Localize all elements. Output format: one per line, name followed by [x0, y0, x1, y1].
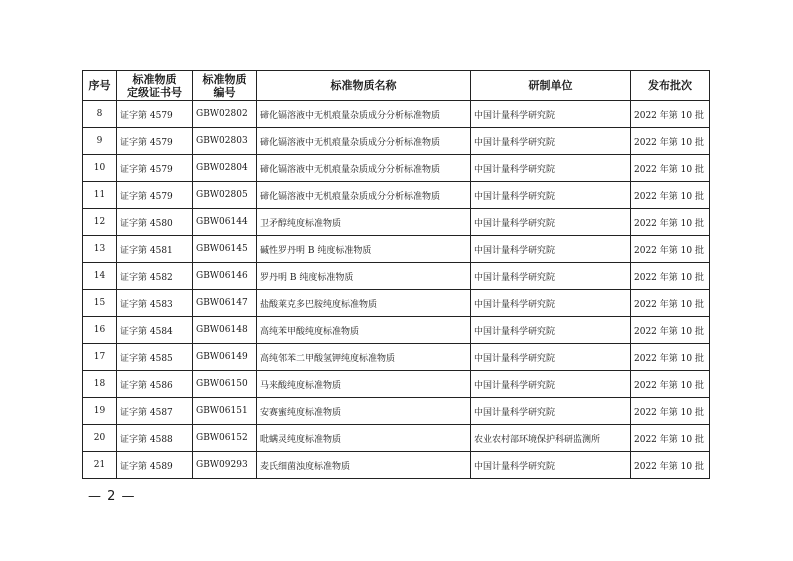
cell-name: 盐酸莱克多巴胺纯度标准物质 — [257, 290, 471, 317]
cell-no: 19 — [83, 398, 117, 425]
cell-batch: 2022 年第 10 批 — [631, 344, 710, 371]
cell-unit: 中国计量科学研究院 — [471, 317, 631, 344]
cell-no: 18 — [83, 371, 117, 398]
cell-code: GBW06144 — [193, 209, 257, 236]
cell-cert-number: 证字第 4585 — [117, 344, 193, 371]
cell-unit: 中国计量科学研究院 — [471, 236, 631, 263]
cell-code: GBW02803 — [193, 128, 257, 155]
table-header-row — [83, 71, 710, 101]
cell-cert-number: 证字第 4579 — [117, 128, 193, 155]
cell-batch: 2022 年第 10 批 — [631, 371, 710, 398]
cell-unit: 中国计量科学研究院 — [471, 398, 631, 425]
cell-no: 14 — [83, 263, 117, 290]
cell-no: 15 — [83, 290, 117, 317]
cell-batch: 2022 年第 10 批 — [631, 101, 710, 128]
cell-no: 8 — [83, 101, 117, 128]
cell-name: 碲化镉溶液中无机痕量杂质成分分析标准物质 — [257, 182, 471, 209]
cell-cert-number: 证字第 4581 — [117, 236, 193, 263]
cell-cert-number: 证字第 4586 — [117, 371, 193, 398]
cell-no: 16 — [83, 317, 117, 344]
header-cert-number — [117, 71, 193, 101]
cell-name: 安赛蜜纯度标准物质 — [257, 398, 471, 425]
cell-no: 11 — [83, 182, 117, 209]
cell-batch: 2022 年第 10 批 — [631, 398, 710, 425]
cell-cert-number: 证字第 4583 — [117, 290, 193, 317]
header-batch: 发布批次 — [631, 71, 710, 101]
cell-unit: 中国计量科学研究院 — [471, 290, 631, 317]
cell-code: GBW06150 — [193, 371, 257, 398]
header-code-line2: 编号 — [213, 85, 236, 99]
table-row — [83, 263, 710, 290]
cell-batch: 2022 年第 10 批 — [631, 209, 710, 236]
header-name: 标准物质名称 — [257, 71, 471, 101]
cell-cert-number: 证字第 4579 — [117, 101, 193, 128]
cell-code: GBW06146 — [193, 263, 257, 290]
cell-cert-number: 证字第 4580 — [117, 209, 193, 236]
cell-unit: 农业农村部环境保护科研监测所 — [471, 425, 631, 452]
cell-no: 10 — [83, 155, 117, 182]
cell-no: 20 — [83, 425, 117, 452]
table-row — [83, 236, 710, 263]
cell-cert-number: 证字第 4584 — [117, 317, 193, 344]
cell-batch: 2022 年第 10 批 — [631, 290, 710, 317]
header-no: 序号 — [83, 71, 117, 101]
cell-batch: 2022 年第 10 批 — [631, 182, 710, 209]
table-body — [83, 101, 710, 479]
cell-code: GBW06145 — [193, 236, 257, 263]
cell-code: GBW02804 — [193, 155, 257, 182]
cell-batch: 2022 年第 10 批 — [631, 155, 710, 182]
table-row — [83, 182, 710, 209]
cell-name: 吡螨灵纯度标准物质 — [257, 425, 471, 452]
cell-no: 17 — [83, 344, 117, 371]
cell-cert-number: 证字第 4588 — [117, 425, 193, 452]
table-row — [83, 398, 710, 425]
cell-unit: 中国计量科学研究院 — [471, 101, 631, 128]
cell-name: 高纯苯甲酸纯度标准物质 — [257, 317, 471, 344]
cell-unit: 中国计量科学研究院 — [471, 155, 631, 182]
cell-name: 碲化镉溶液中无机痕量杂质成分分析标准物质 — [257, 155, 471, 182]
cell-batch: 2022 年第 10 批 — [631, 128, 710, 155]
cell-no: 9 — [83, 128, 117, 155]
cell-unit: 中国计量科学研究院 — [471, 452, 631, 479]
header-cert-line1: 标准物质 — [132, 72, 177, 86]
cell-name: 麦氏细菌浊度标准物质 — [257, 452, 471, 479]
cell-name: 罗丹明 B 纯度标准物质 — [257, 263, 471, 290]
cell-code: GBW06149 — [193, 344, 257, 371]
table-row — [83, 452, 710, 479]
cell-unit: 中国计量科学研究院 — [471, 344, 631, 371]
cell-code: GBW06148 — [193, 317, 257, 344]
table-row — [83, 371, 710, 398]
cell-batch: 2022 年第 10 批 — [631, 452, 710, 479]
cell-cert-number: 证字第 4582 — [117, 263, 193, 290]
cell-cert-number: 证字第 4587 — [117, 398, 193, 425]
cell-code: GBW06147 — [193, 290, 257, 317]
header-unit: 研制单位 — [471, 71, 631, 101]
table-row — [83, 290, 710, 317]
cell-cert-number: 证字第 4579 — [117, 182, 193, 209]
cell-no: 13 — [83, 236, 117, 263]
cell-batch: 2022 年第 10 批 — [631, 236, 710, 263]
standard-materials-table — [82, 70, 710, 479]
cell-unit: 中国计量科学研究院 — [471, 128, 631, 155]
cell-name: 碱性罗丹明 B 纯度标准物质 — [257, 236, 471, 263]
header-code — [193, 71, 257, 101]
cell-cert-number: 证字第 4579 — [117, 155, 193, 182]
table-row — [83, 155, 710, 182]
cell-code: GBW02805 — [193, 182, 257, 209]
cell-unit: 中国计量科学研究院 — [471, 371, 631, 398]
cell-name: 高纯邻苯二甲酸氢钾纯度标准物质 — [257, 344, 471, 371]
cell-name: 马来酸纯度标准物质 — [257, 371, 471, 398]
table-row — [83, 101, 710, 128]
page-number: — 2 — — [88, 489, 136, 504]
cell-batch: 2022 年第 10 批 — [631, 263, 710, 290]
cell-code: GBW06152 — [193, 425, 257, 452]
header-code-line1: 标准物质 — [202, 72, 247, 86]
cell-name: 碲化镉溶液中无机痕量杂质成分分析标准物质 — [257, 128, 471, 155]
cell-name: 碲化镉溶液中无机痕量杂质成分分析标准物质 — [257, 101, 471, 128]
table-row — [83, 209, 710, 236]
table-row — [83, 128, 710, 155]
cell-no: 21 — [83, 452, 117, 479]
table-row — [83, 317, 710, 344]
cell-no: 12 — [83, 209, 117, 236]
cell-batch: 2022 年第 10 批 — [631, 317, 710, 344]
cell-unit: 中国计量科学研究院 — [471, 182, 631, 209]
cell-unit: 中国计量科学研究院 — [471, 209, 631, 236]
cell-name: 卫矛醇纯度标准物质 — [257, 209, 471, 236]
table-row — [83, 344, 710, 371]
cell-code: GBW02802 — [193, 101, 257, 128]
cell-code: GBW09293 — [193, 452, 257, 479]
cell-cert-number: 证字第 4589 — [117, 452, 193, 479]
header-cert-line2: 定级证书号 — [127, 85, 182, 99]
table-row — [83, 425, 710, 452]
cell-unit: 中国计量科学研究院 — [471, 263, 631, 290]
cell-code: GBW06151 — [193, 398, 257, 425]
cell-batch: 2022 年第 10 批 — [631, 425, 710, 452]
